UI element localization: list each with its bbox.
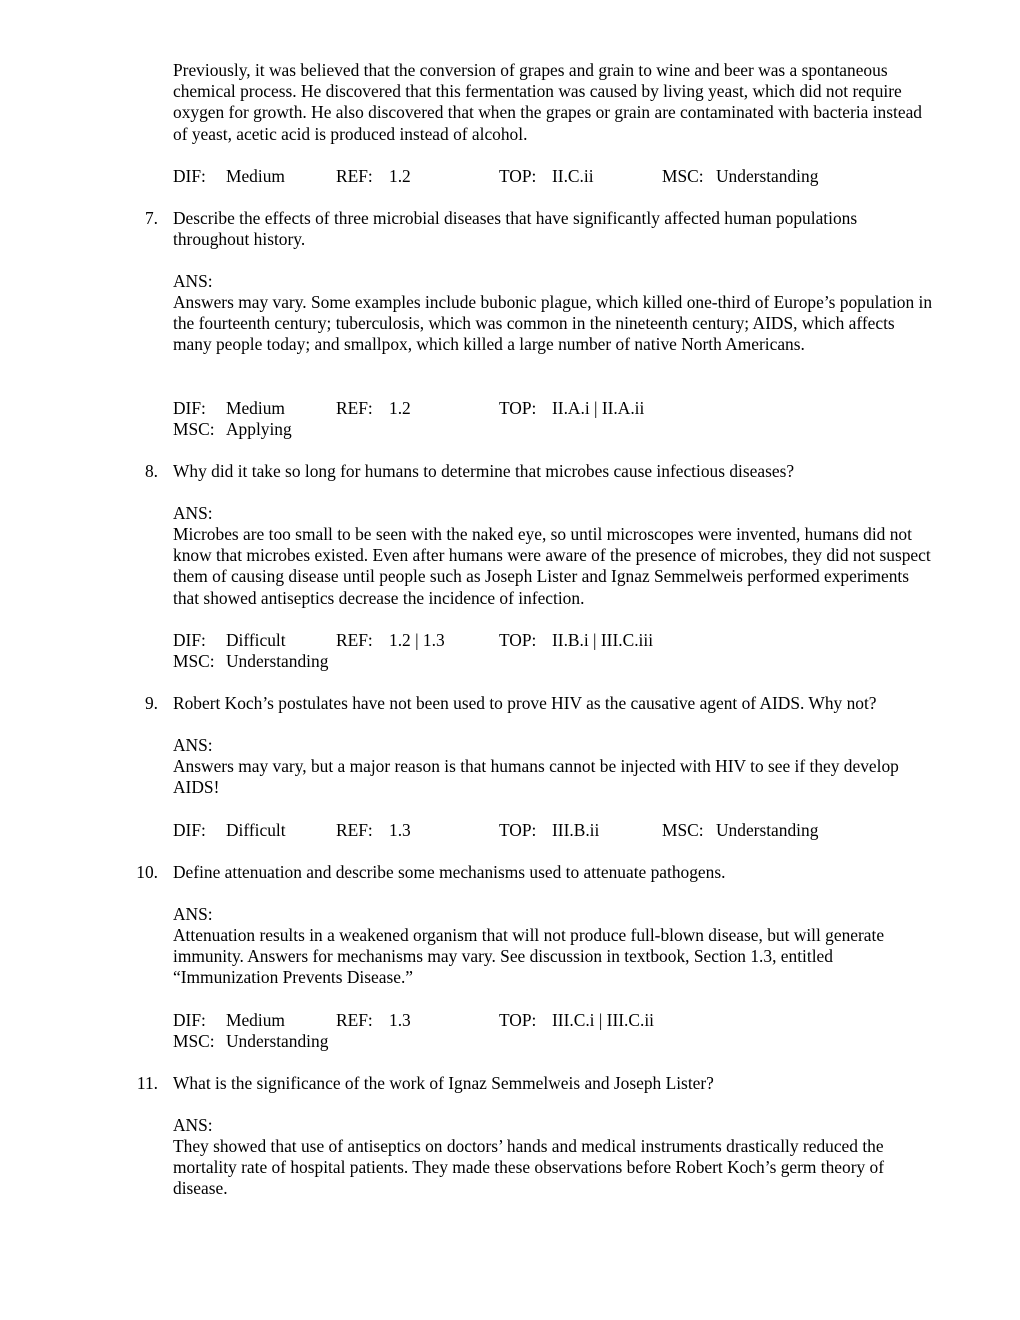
question-number: 8.	[144, 461, 158, 481]
question-meta-line2	[173, 419, 933, 440]
dif-value: Difficult	[226, 630, 286, 650]
top-value: II.C.ii	[552, 166, 594, 186]
answer-text: They showed that use of antiseptics on doctors’ hands and medical instruments drastically reduced the mortality rate of hospital patients. They made these observations before Robert Koch’s germ theory of disease.	[173, 1136, 885, 1199]
msc-label: MSC:	[173, 651, 215, 671]
intro-meta	[173, 166, 933, 187]
top-label: TOP:	[499, 630, 537, 650]
question-text: What is the significance of the work of Ignaz Semmelweis and Joseph Lister?	[173, 1073, 714, 1093]
question-number: 11.	[136, 1073, 158, 1093]
dif-value: Medium	[226, 1010, 285, 1030]
msc-value: Understanding	[226, 651, 329, 671]
ref-value: 1.3	[389, 1010, 411, 1030]
msc-value: Understanding	[716, 166, 819, 186]
msc-value: Understanding	[716, 820, 819, 840]
question-text: Robert Koch’s postulates have not been used to prove HIV as the causative agent of AIDS. Why not?	[173, 693, 877, 713]
ref-value: 1.3	[389, 820, 411, 840]
question-text: Define attenuation and describe some mechanisms used to attenuate pathogens.	[173, 862, 726, 882]
ref-value: 1.2	[389, 398, 411, 418]
top-value: III.C.i | III.C.ii	[552, 1010, 655, 1030]
ref-label: REF:	[336, 166, 373, 186]
ref-label: REF:	[336, 1010, 373, 1030]
ans-label: ANS:	[173, 271, 213, 291]
msc-label: MSC:	[662, 820, 704, 840]
intro-answer-text: Previously, it was believed that the conversion of grapes and grain to wine and beer was a spontaneous chemical process. He discovered that this fermentation was caused by living yeast, which did not require oxygen for growth. He also discovered that when the grapes or grain are contaminated with bacteria instead of yeast, acetic acid is produced instead of alcohol.	[173, 60, 922, 144]
ans-label: ANS:	[173, 735, 213, 755]
ref-label: REF:	[336, 630, 373, 650]
dif-value: Medium	[226, 166, 285, 186]
answer-text: Answers may vary. Some examples include bubonic plague, which killed one-third of Europe’s population in the fourteenth century; tuberculosis, which was common in the nineteenth century; AIDS, which affects many people today; and smallpox, which killed a large number of native North Americans.	[173, 292, 933, 355]
msc-label: MSC:	[173, 1031, 215, 1051]
top-label: TOP:	[499, 166, 537, 186]
answer-text: Attenuation results in a weakened organism that will not produce full-blown disease, but will generate immunity. Answers for mechanisms may vary. See discussion in textbook, Section 1.3, entitled “Immunization Prevents Disease.”	[173, 925, 885, 988]
dif-label: DIF:	[173, 166, 206, 186]
answer-text: Answers may vary, but a major reason is that humans cannot be injected with HIV to see if they develop AIDS!	[173, 756, 899, 798]
ans-label: ANS:	[173, 1115, 213, 1135]
question-meta-line2	[173, 1031, 933, 1052]
ans-label: ANS:	[173, 503, 213, 523]
ref-label: REF:	[336, 398, 373, 418]
question-number: 10.	[136, 862, 158, 882]
ref-value: 1.2	[389, 166, 411, 186]
answer-text: Microbes are too small to be seen with the naked eye, so until microscopes were invented, humans did not know that microbes existed. Even after humans were aware of the presence of microbes, they did not suspect them of causing disease until people such as Joseph Lister and Ignaz Semmelweis performed experiments that showed antiseptics decrease the incidence of infection.	[173, 524, 931, 608]
question-number: 7.	[144, 208, 158, 228]
dif-label: DIF:	[173, 398, 206, 418]
msc-label: MSC:	[662, 166, 704, 186]
question-number: 9.	[144, 693, 158, 713]
question-meta-line2	[173, 651, 933, 672]
top-label: TOP:	[499, 1010, 537, 1030]
top-value: II.A.i | II.A.ii	[552, 398, 645, 418]
ref-label: REF:	[336, 820, 373, 840]
top-label: TOP:	[499, 398, 537, 418]
question-text: Why did it take so long for humans to determine that microbes cause infectious diseases?	[173, 461, 795, 481]
question-meta	[173, 398, 933, 419]
dif-value: Difficult	[226, 820, 286, 840]
msc-value: Understanding	[226, 1031, 329, 1051]
dif-label: DIF:	[173, 1010, 206, 1030]
top-label: TOP:	[499, 820, 537, 840]
dif-label: DIF:	[173, 820, 206, 840]
question-meta	[173, 820, 933, 841]
msc-value: Applying	[226, 419, 292, 439]
question-text: Describe the effects of three microbial diseases that have significantly affected human populations throughout history.	[173, 208, 858, 250]
top-value: III.B.ii	[552, 820, 600, 840]
msc-label: MSC:	[173, 419, 215, 439]
question-meta	[173, 1010, 933, 1031]
dif-value: Medium	[226, 398, 285, 418]
question-meta	[173, 630, 933, 651]
ref-value: 1.2 | 1.3	[389, 630, 445, 650]
top-value: II.B.i | III.C.iii	[552, 630, 654, 650]
dif-label: DIF:	[173, 630, 206, 650]
ans-label: ANS:	[173, 904, 213, 924]
